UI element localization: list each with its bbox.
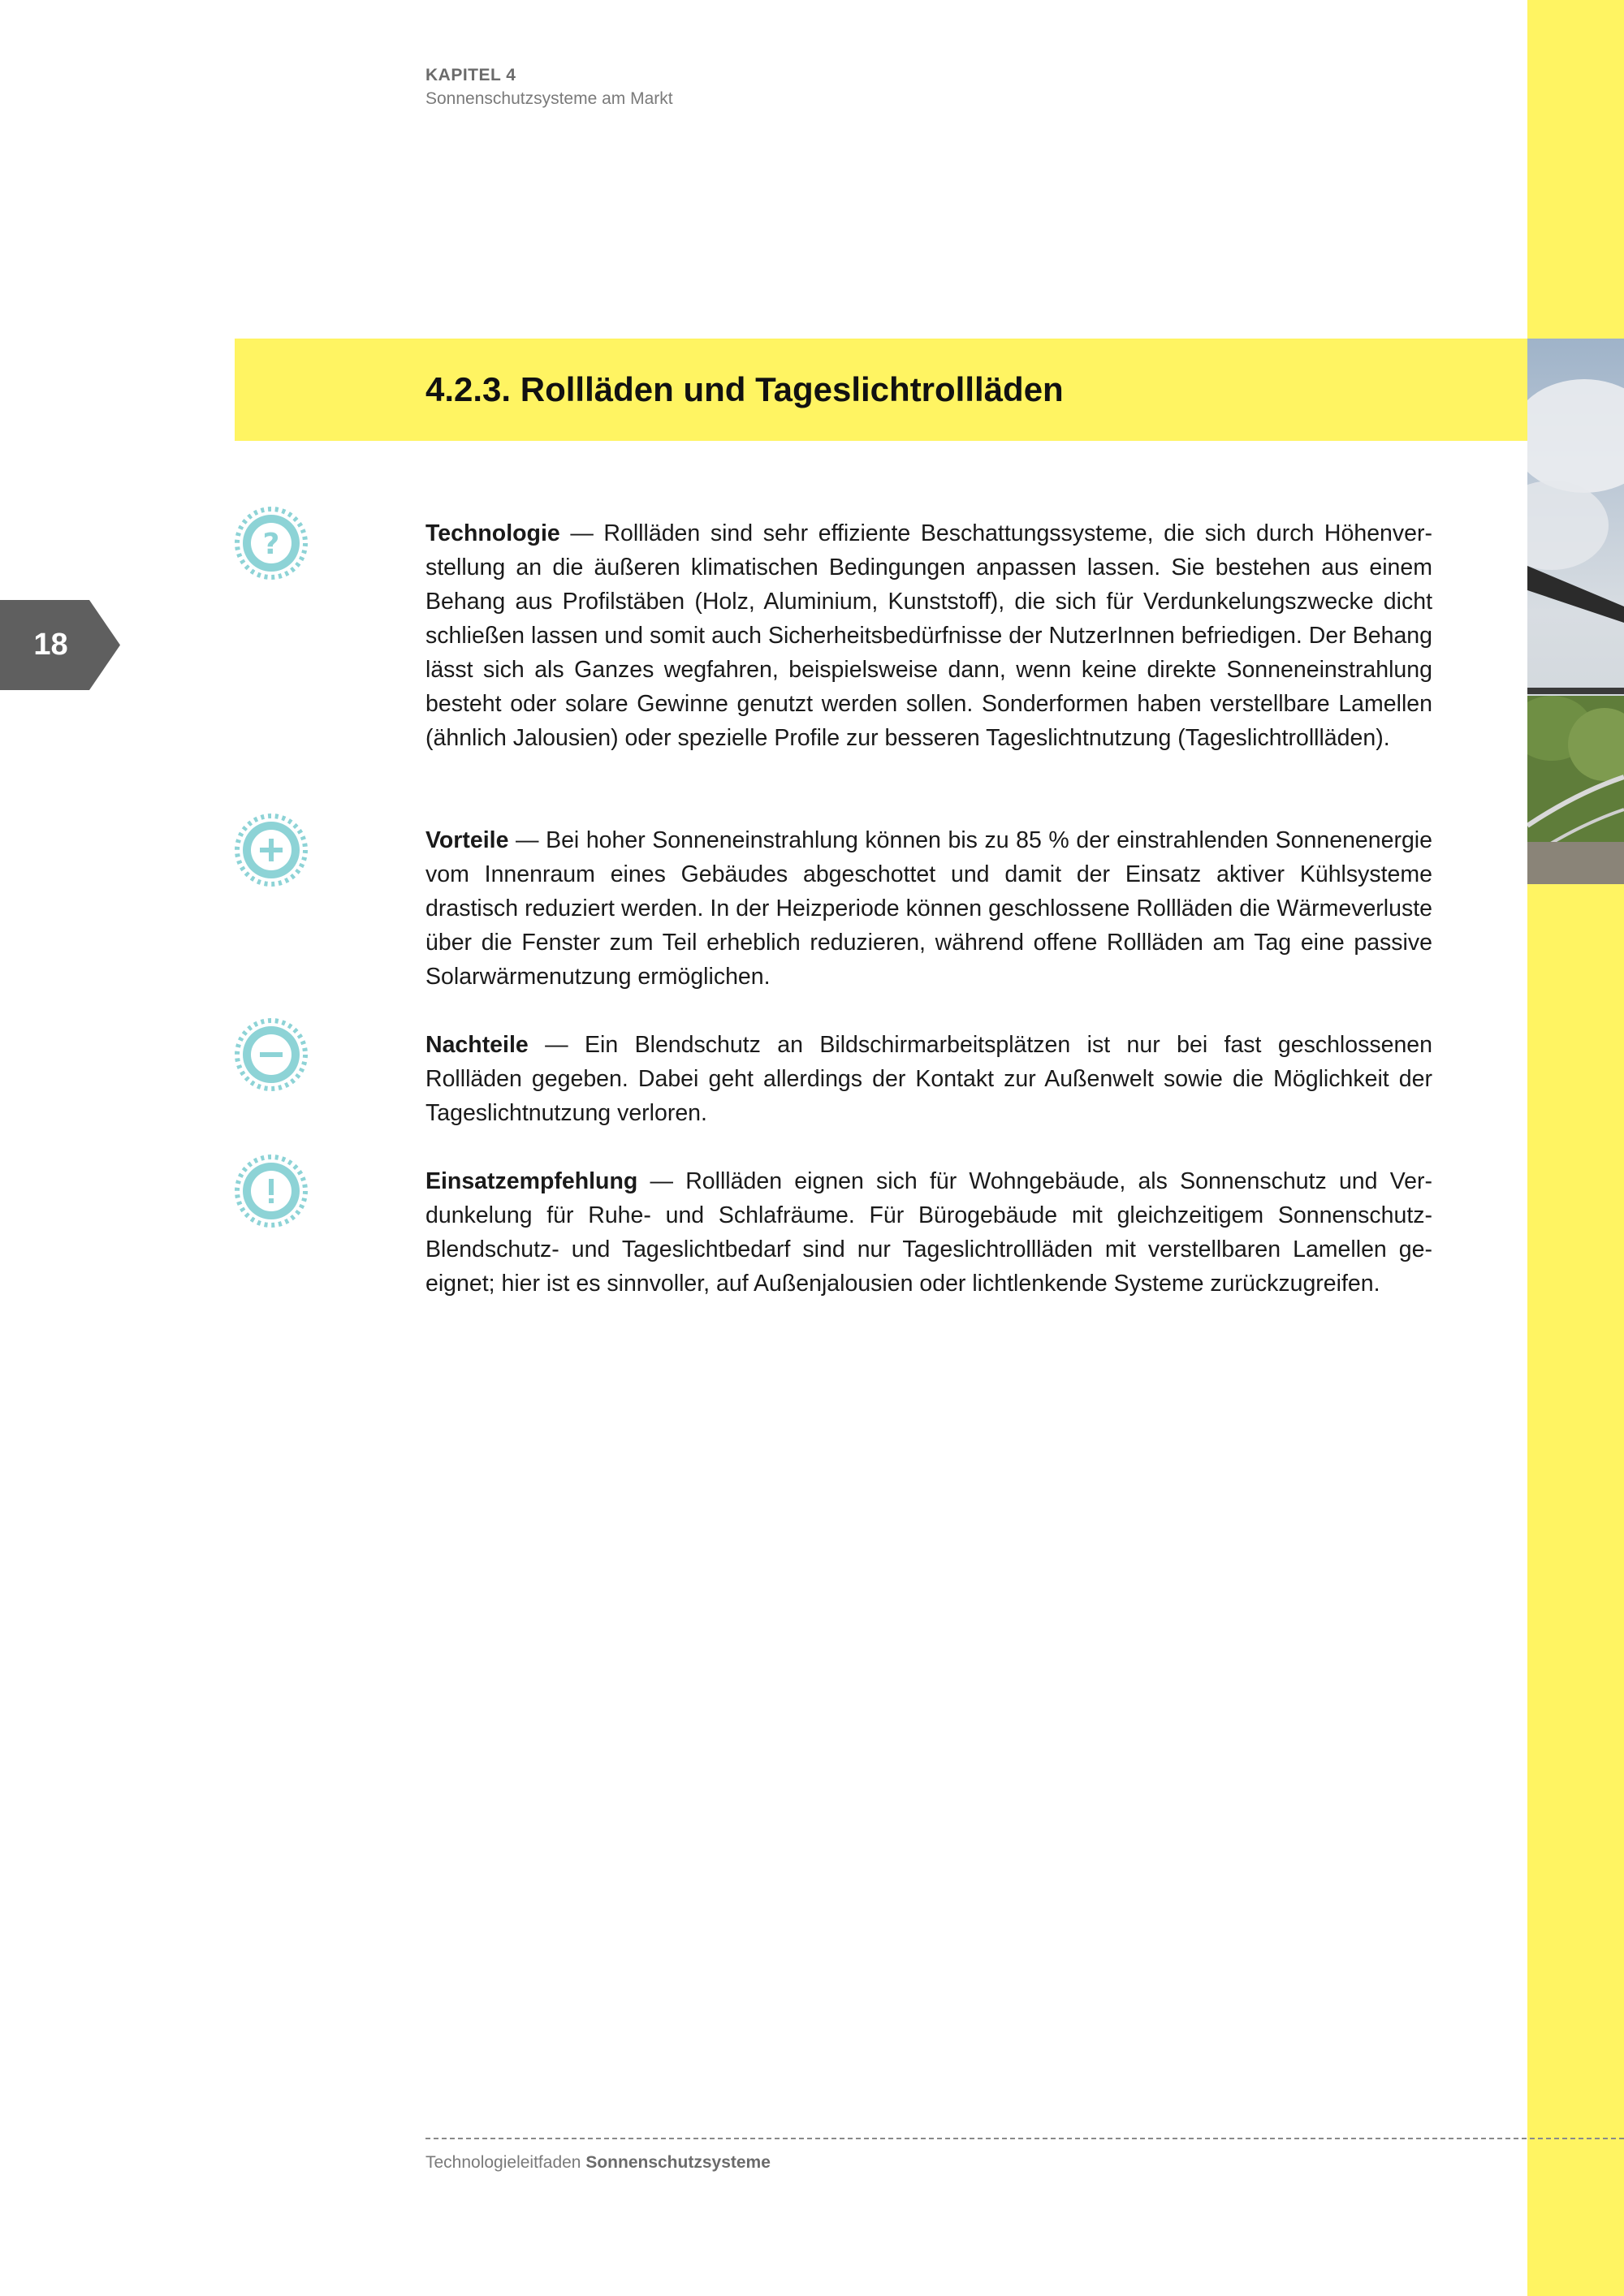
page-number-tab [0,600,120,690]
footer-prefix: Technologieleitfaden [425,2153,581,2172]
minus-gear-icon [235,1018,308,1091]
section-text: — Rollläden sind sehr effiziente Beschattungssysteme, die sich durch Höhenverstellung an die äußeren klimatischen Bedingungen anpassen lassen. Sie bestehen aus einem Behang aus Profilstäben (Holz, Aluminium, Kunststoff), die sich für Verdunkelungszwecke dicht schließen lassen und somit auch Sicherheitsbedürfnisse der NutzerInnen befriedigen. Der Behang lässt sich als Ganzes wegfahren, beispielsweise dann, wenn keine direkte Sonneneinstrahlung besteht oder solare Gewinne genutzt werden sollen. Sonderformen haben verstellbare Lamellen (ähnlich Jalousien) oder spezielle Profile zur besseren Tageslichtnutzung (Tageslichtrollläden). [425,520,1432,751]
page-number: 18 [33,628,68,662]
footer-divider [425,2138,1624,2139]
section-text: — Ein Blendschutz an Bildschirmarbeitsplätzen ist nur bei fast geschlossenen Rollläden gegeben. Dabei geht allerdings der Kontakt zur Außenwelt sowie die Möglichkeit der Tageslichtnutzung verloren. [425,1032,1433,1126]
plus-gear-icon [235,814,308,887]
section-vorteile [425,823,1432,994]
question-gear-icon [235,507,308,580]
section-einsatzempfehlung [425,1164,1432,1301]
section-term: Vorteile [425,827,509,853]
section-heading: 4.2.3. Rollläden und Tageslichtrollläden [425,370,1064,408]
section-term: Nachteile [425,1032,529,1058]
heading-band [235,339,1527,441]
footer-bold: Sonnenschutzsysteme [585,2153,771,2172]
section-text: — Bei hoher Sonneneinstrahlung können bis zu 85 % der einstrahlenden Sonnenenergie vom Innenraum eines Gebäudes abgeschottet und damit der Einsatz aktiver Kühlsysteme drastisch reduziert werden. In der Heizperiode können geschlossene Rollläden die Wärmeverluste über die Fenster zum Teil erheblich reduzieren, während offene Rollläden am Tag eine passive Solarwärmenutzung ermöglichen. [425,827,1432,990]
side-photo [1527,339,1624,884]
section-term: Einsatzempfehlung [425,1168,638,1194]
chapter-title: Sonnenschutzsysteme am Markt [425,89,673,108]
footer [425,2153,771,2173]
section-text: — Rollläden eignen sich für Wohngebäude, als Sonnenschutz und Verdunkelung für Ruhe- und Schlafräume. Für Bürogebäude mit gleichzeitigem Sonnenschutz-Blendschutz- und Tageslichtbedarf sind nur Tageslichtrollläden mit verstellbaren Lamellen geeignet; hier ist es sinnvoller, auf Außenjalousien oder lichtlenkende Systeme zurückzugreifen. [425,1168,1432,1297]
svg-text:?: ? [262,528,280,561]
section-term: Technologie [425,520,560,546]
section-nachteile [425,1028,1432,1130]
chapter-header [425,64,673,111]
exclamation-gear-icon [235,1154,308,1228]
section-technologie [425,516,1432,755]
chapter-label: KAPITEL 4 [425,66,516,84]
